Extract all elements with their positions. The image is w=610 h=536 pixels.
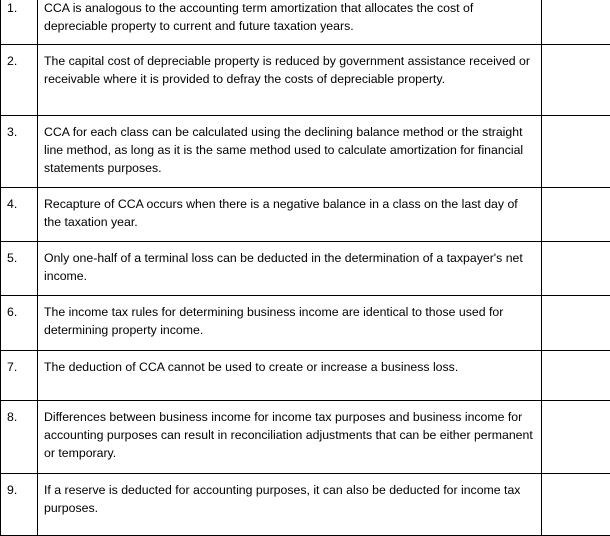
statement-text: Differences between business income for income tax purposes and business income for accounting purposes can result in reconciliation adjustments that can be either permanent or temporary. (38, 401, 542, 474)
statement-row-7 (1, 351, 610, 401)
statement-row-8 (1, 401, 610, 474)
answer-cell[interactable] (542, 474, 610, 536)
statement-text: CCA for each class can be calculated using the declining balance method or the straight line method, as long as it is the same method used to calculate amortization for financial statements purposes. (38, 116, 542, 188)
statement-row-2 (1, 45, 610, 116)
statement-row-5 (1, 242, 610, 296)
statement-number: 6. (1, 296, 38, 351)
statement-number: 4. (1, 188, 38, 242)
statement-number: 5. (1, 242, 38, 296)
statement-row-9 (1, 474, 610, 536)
statement-text: The capital cost of depreciable property is reduced by government assistance received or receivable where it is provided to defray the costs of depreciable property. (38, 45, 542, 116)
statement-number: 8. (1, 401, 38, 474)
answer-cell[interactable] (542, 188, 610, 242)
statement-row-4 (1, 188, 610, 242)
statement-number: 9. (1, 474, 38, 536)
answer-cell[interactable] (542, 116, 610, 188)
answer-cell[interactable] (542, 45, 610, 116)
statement-text: Recapture of CCA occurs when there is a negative balance in a class on the last day of the taxation year. (38, 188, 542, 242)
statement-text: If a reserve is deducted for accounting purposes, it can also be deducted for income tax purposes. (38, 474, 542, 536)
statement-row-1 (1, 0, 610, 45)
answer-cell[interactable] (542, 242, 610, 296)
answer-cell[interactable] (542, 401, 610, 474)
answer-cell[interactable] (542, 296, 610, 351)
statement-text: Only one-half of a terminal loss can be deducted in the determination of a taxpayer's net income. (38, 242, 542, 296)
statement-text: The deduction of CCA cannot be used to create or increase a business loss. (38, 351, 542, 401)
statement-text: CCA is analogous to the accounting term amortization that allocates the cost of depreciable property to current and future taxation years. (38, 0, 542, 45)
statement-number: 3. (1, 116, 38, 188)
statement-row-6 (1, 296, 610, 351)
statement-number: 7. (1, 351, 38, 401)
statement-number: 1. (1, 0, 38, 45)
answer-cell[interactable] (542, 0, 610, 45)
statement-row-3 (1, 116, 610, 188)
statement-text: The income tax rules for determining business income are identical to those used for determining property income. (38, 296, 542, 351)
statement-number: 2. (1, 45, 38, 116)
answer-cell[interactable] (542, 351, 610, 401)
